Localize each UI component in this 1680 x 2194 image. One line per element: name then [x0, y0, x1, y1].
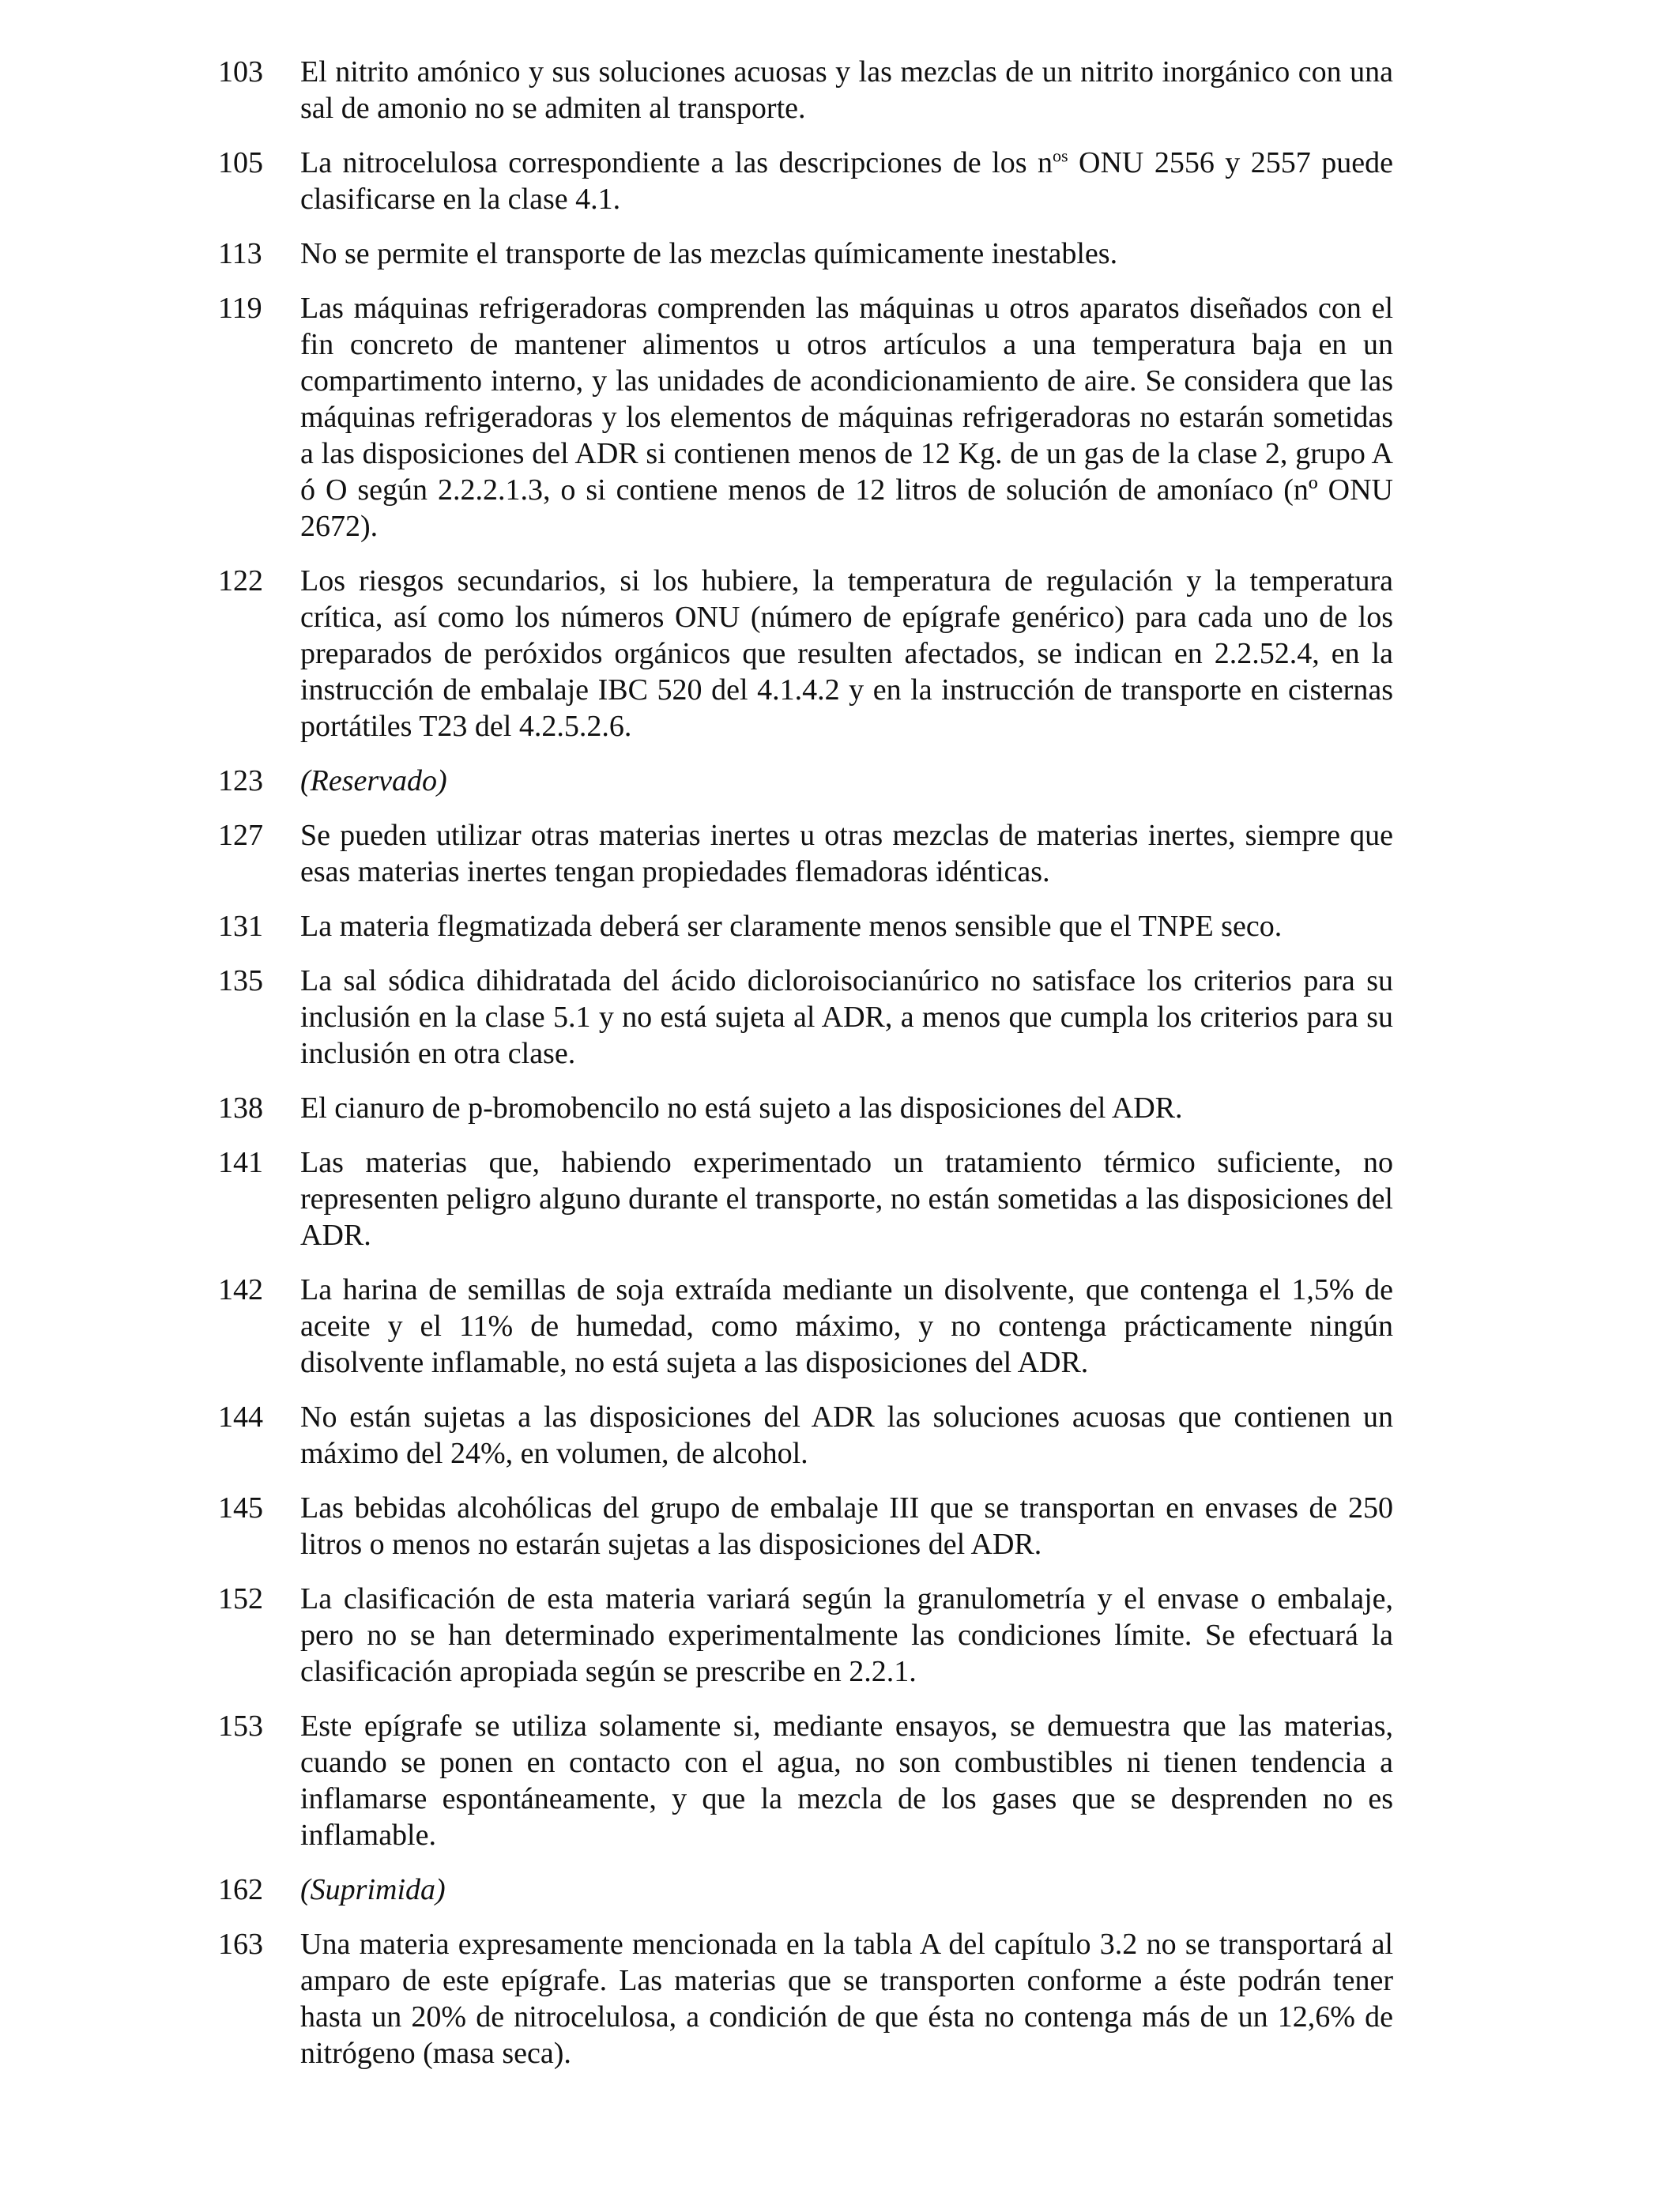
provision-123 — [0, 763, 1680, 799]
provision-113 — [0, 236, 1680, 272]
provision-text: No se permite el transporte de las mezclas químicamente inestables. — [300, 237, 1118, 270]
provision-152 — [0, 1581, 1680, 1690]
provision-text: No están sujetas a las disposiciones del ADR las soluciones acuosas que contienen un máximo del 24%, en volumen, de alcohol. — [300, 1400, 1393, 1470]
provision-text: Los riesgos secundarios, si los hubiere, la temperatura de regulación y la temperatura crítica, así como los números ONU (número de epígrafe genérico) para cada uno de los preparados de peróxidos orgánicos que resulten afectados, se indican en 2.2.52.4, en la instrucción de embalaje IBC 520 del 4.1.4.2 y en la instrucción de transporte en cisternas portátiles T23 del 4.2.5.2.6. — [300, 564, 1393, 743]
provision-number: 135 — [218, 964, 263, 997]
provision-145 — [0, 1490, 1680, 1563]
provision-127 — [0, 817, 1680, 890]
provision-number: 152 — [218, 1582, 263, 1615]
provision-162 — [0, 1872, 1680, 1908]
provision-number: 131 — [218, 910, 263, 943]
provision-text: Las máquinas refrigeradoras comprenden las máquinas u otros aparatos diseñados con el fin concreto de mantener alimentos u otros artículos a una temperatura baja en un compartimento interno, y las unidades de acondicionamiento de aire. Se considera que las máquinas refrigeradoras y los elementos de máquinas refrigeradoras no estarán sometidas a las disposiciones del ADR si contienen menos de 12 Kg. de un gas de la clase 2, grupo A ó O según 2.2.2.1.3, o si contiene menos de 12 litros de solución de amoníaco (nº ONU 2672). — [300, 292, 1393, 543]
provision-number: 123 — [218, 764, 263, 797]
provision-text: Una materia expresamente mencionada en la tabla A del capítulo 3.2 no se transportará al amparo de este epígrafe. Las materias que se transporten conforme a éste podrán tener hasta un 20% de nitrocelulosa, a condición de que ésta no contenga más de un 12,6% de nitrógeno (masa seca). — [300, 1928, 1393, 2070]
provision-number: 119 — [218, 292, 262, 325]
provision-105 — [0, 145, 1680, 217]
provision-number: 105 — [218, 146, 263, 179]
provision-163 — [0, 1926, 1680, 2071]
provision-number: 145 — [218, 1491, 263, 1525]
provision-number: 122 — [218, 564, 263, 598]
provision-text: La materia flegmatizada deberá ser claramente menos sensible que el TNPE seco. — [300, 910, 1283, 943]
provision-text: Las materias que, habiendo experimentado un tratamiento térmico suficiente, no representen peligro alguno durante el transporte, no están sometidas a las disposiciones del ADR. — [300, 1146, 1393, 1252]
provision-135 — [0, 963, 1680, 1072]
provision-number: 162 — [218, 1873, 263, 1906]
provision-text-part: ONU 2556 y 2557 puede clasificarse en la clase 4.1. — [300, 146, 1393, 216]
provision-text: Se pueden utilizar otras materias inertes u otras mezclas de materias inertes, siempre que esas materias inertes tengan propiedades flemadoras idénticas. — [300, 819, 1393, 888]
provision-138 — [0, 1090, 1680, 1126]
provision-text: Las bebidas alcohólicas del grupo de embalaje III que se transportan en envases de 250 litros o menos no estarán sujetas a las disposiciones del ADR. — [300, 1491, 1393, 1561]
provision-text: La clasificación de esta materia variará según la granulometría y el envase o embalaje, pero no se han determinado experimentalmente las condiciones límite. Se efectuará la clasificación apropiada según se prescribe en 2.2.1. — [300, 1582, 1393, 1688]
provision-number: 113 — [218, 237, 262, 270]
provision-number: 103 — [218, 55, 263, 89]
provision-number: 142 — [218, 1273, 263, 1306]
provision-144 — [0, 1399, 1680, 1472]
provision-122 — [0, 563, 1680, 745]
provision-number: 141 — [218, 1146, 263, 1179]
provision-number: 127 — [218, 819, 263, 852]
provision-text: La sal sódica dihidratada del ácido dicloroisocianúrico no satisface los criterios para su inclusión en la clase 5.1 y no está sujeta al ADR, a menos que cumpla los criterios para su inclusión en otra clase. — [300, 964, 1393, 1070]
provision-number: 144 — [218, 1400, 263, 1434]
provision-number: 163 — [218, 1928, 263, 1961]
provision-text: El cianuro de p-bromobencilo no está sujeto a las disposiciones del ADR. — [300, 1091, 1183, 1125]
provision-text: Este epígrafe se utiliza solamente si, mediante ensayos, se demuestra que las materias, cuando se ponen en contacto con el agua, no son combustibles ni tienen tendencia a inflamarse espontáneamente, y que la mezcla de los gases que se desprenden no es inflamable. — [300, 1710, 1393, 1852]
provision-text: (Suprimida) — [300, 1873, 446, 1906]
provision-text: (Reservado) — [300, 764, 447, 797]
provision-131 — [0, 908, 1680, 944]
provision-153 — [0, 1708, 1680, 1853]
provision-text: La harina de semillas de soja extraída mediante un disolvente, que contenga el 1,5% de aceite y el 11% de humedad, como máximo, y no contenga prácticamente ningún disolvente inflamable, no está sujeta a las disposiciones del ADR. — [300, 1273, 1393, 1379]
provision-119 — [0, 290, 1680, 545]
provision-103 — [0, 54, 1680, 126]
provision-141 — [0, 1144, 1680, 1253]
provision-142 — [0, 1272, 1680, 1381]
superscript: os — [1052, 145, 1068, 166]
provision-text: El nitrito amónico y sus soluciones acuosas y las mezclas de un nitrito inorgánico con una sal de amonio no se admiten al transporte. — [300, 55, 1393, 125]
provision-number: 138 — [218, 1091, 263, 1125]
provision-number: 153 — [218, 1710, 263, 1743]
provision-text-part: La nitrocelulosa correspondiente a las descripciones de los n — [300, 146, 1053, 179]
provision-text — [300, 145, 1393, 217]
